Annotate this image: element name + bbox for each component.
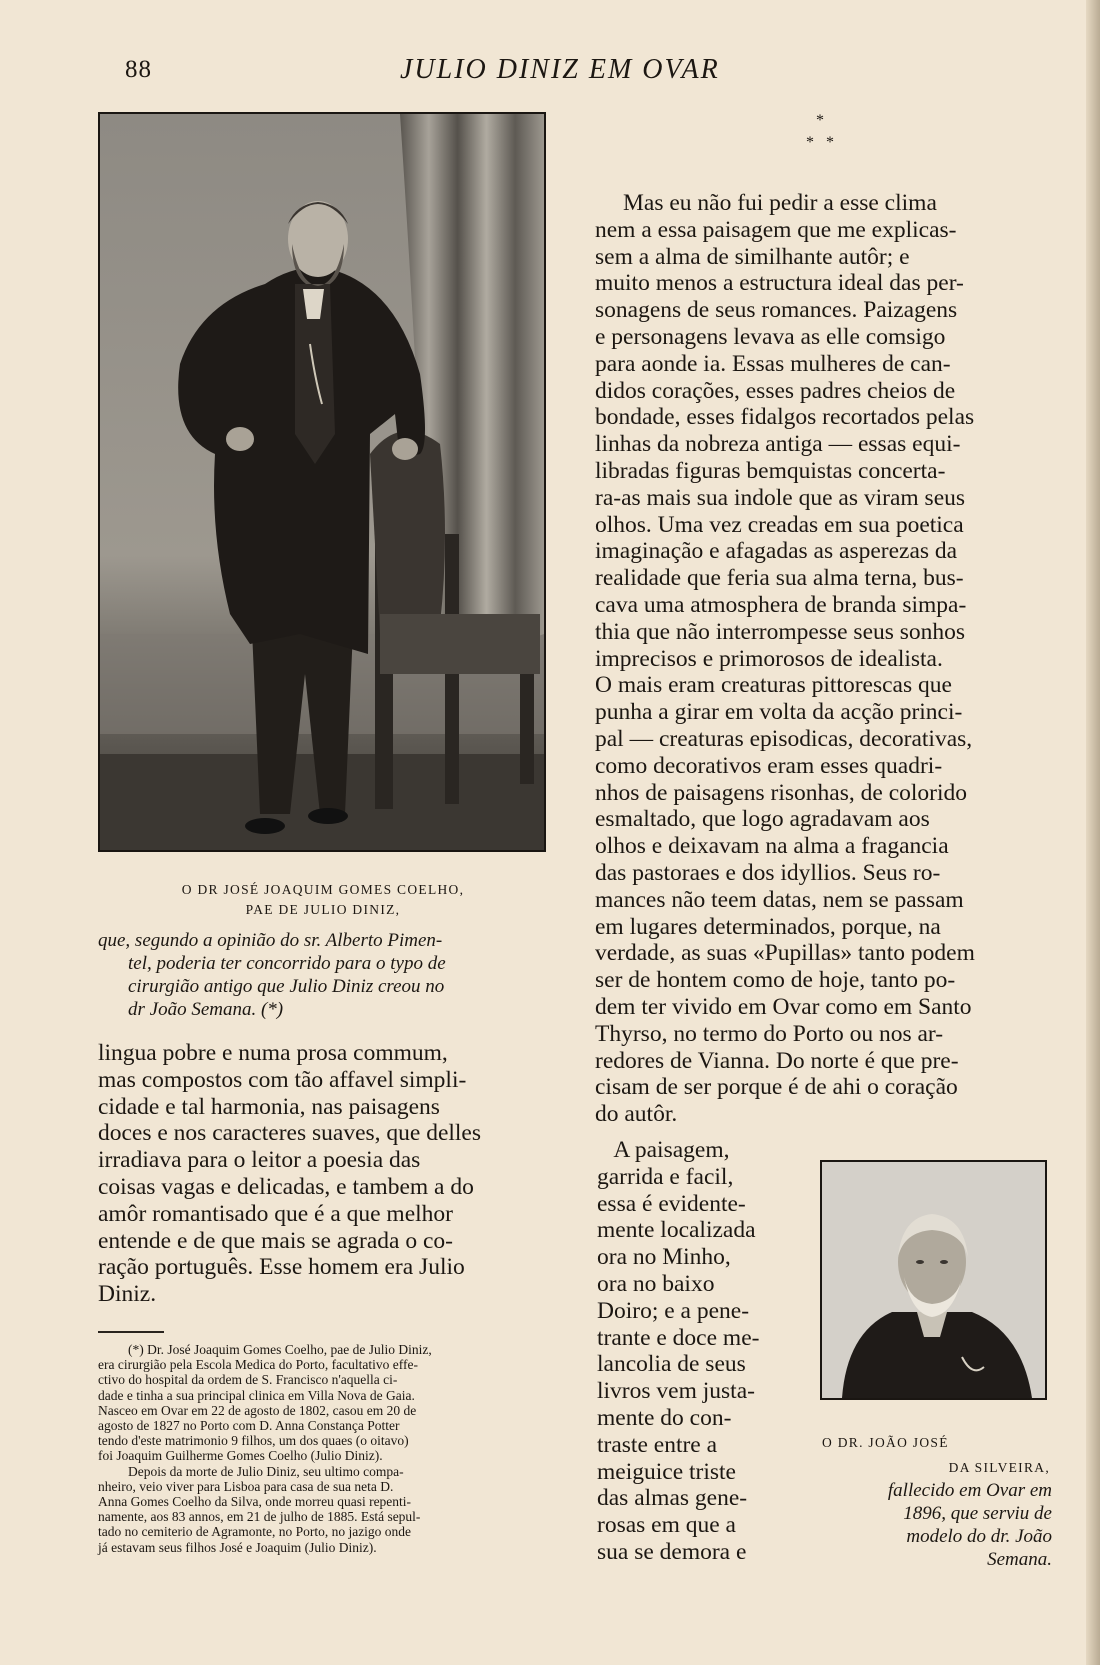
body-line: sua se demora e xyxy=(597,1538,747,1565)
body-line: Diniz. xyxy=(98,1281,157,1308)
footnote-line: dade e tinha a sua principal clinica em Villa Nova de Gaia. xyxy=(98,1387,415,1403)
body-line: lingua pobre e numa prosa commum, xyxy=(98,1040,448,1066)
body-line: mente localizada xyxy=(597,1217,756,1244)
figure2-caption-line2: DA SILVEIRA, xyxy=(948,1460,1050,1475)
footnote-line: (*) Dr. José Joaquim Gomes Coelho, pae de Julio Diniz, xyxy=(128,1342,432,1357)
body-line: ser de hontem como de hoje, tanto po- xyxy=(595,967,956,994)
body-line: meiguice triste xyxy=(597,1458,736,1485)
body-line: traste entre a xyxy=(597,1431,718,1458)
body-line: libradas figuras bemquistas concerta- xyxy=(595,457,946,484)
body-line: mente do con- xyxy=(597,1404,732,1431)
body-line: dem ter vivido em Ovar como em Santo xyxy=(595,993,972,1020)
body-line: Doiro; e a pene- xyxy=(597,1297,750,1324)
figure2-caption-line1: O DR. JOÃO JOSÉ xyxy=(822,1435,949,1450)
figure1-caption-italic-line: dr João Semana. (*) xyxy=(128,999,284,1020)
body-line: para aonde ia. Essas mulheres de can- xyxy=(595,350,951,377)
body-line: sem a alma de similhante autôr; e xyxy=(595,243,910,270)
footnote-line: nheiro, veio viver para Lisboa para casa de sua neta D. xyxy=(98,1478,394,1494)
footnote-line: Depois da morte de Julio Diniz, seu ultimo compa- xyxy=(128,1463,404,1479)
running-title: JULIO DINIZ EM OVAR xyxy=(400,54,720,85)
figure1-caption-line1: O DR JOSÉ JOAQUIM GOMES COELHO, xyxy=(181,882,465,897)
figure2-caption-italic xyxy=(822,1479,1052,1571)
body-line: redores de Vianna. Do norte é que pre- xyxy=(595,1047,959,1074)
figure1-caption xyxy=(98,880,548,920)
body-line: cisam de ser porque é de ahi o coração xyxy=(595,1074,958,1101)
body-line: ora no baixo xyxy=(597,1270,715,1297)
footnote-line: já estavam seus filhos José e Joaquim (Julio Diniz). xyxy=(98,1539,377,1555)
body-line: amôr romantisado que é a que melhor xyxy=(98,1200,453,1227)
body-line: sonagens de seus romances. Paizagens xyxy=(595,297,958,324)
body-line: como decorativos eram esses quadri- xyxy=(595,752,943,779)
body-line: doces e nos caracteres suaves, que delles xyxy=(98,1120,482,1147)
body-line: mas compostos com tão affavel simpli- xyxy=(98,1066,467,1093)
portrait-jose-joaquim-gomes-coelho xyxy=(98,112,546,852)
body-line: olhos. Uma vez creadas em sua poetica xyxy=(595,511,964,538)
footnote-line: tendo d'este matrimonio 9 filhos, um dos quaes (o oitavo) xyxy=(98,1433,409,1449)
section-break-asterisks xyxy=(780,110,860,154)
footnote-line: agosto de 1827 no Porto com D. Anna Constança Potter xyxy=(98,1418,400,1434)
body-line: nem a essa paisagem que me explicas- xyxy=(595,216,957,243)
body-line: O mais eram creaturas pittorescas que xyxy=(595,672,952,699)
body-line: irradiava para o leitor a poesia das xyxy=(98,1147,421,1174)
body-line: cidade e tal harmonia, nas paisagens xyxy=(98,1093,440,1120)
figure2-caption-italic-line: modelo do dr. João xyxy=(906,1526,1052,1547)
body-line: cava uma atmosphera de branda simpa- xyxy=(595,591,967,618)
body-line: pal — creaturas episodicas, decorativas, xyxy=(595,725,973,752)
body-line: bondade, esses fidalgos recortados pelas xyxy=(595,404,975,431)
body-line: A paisagem, xyxy=(597,1137,730,1163)
footnote-line: foi Joaquim Guilherme Gomes Coelho (Julio Diniz). xyxy=(98,1448,383,1464)
body-line: Mas eu não fui pedir a esse clima xyxy=(623,190,937,216)
body-line: em lugares determinados, porque, na xyxy=(595,913,941,940)
body-line: didos corações, esses padres cheios de xyxy=(595,377,956,404)
body-line: ra-as mais sua indole que as viram seus xyxy=(595,484,966,511)
footnote-line: Anna Gomes Coelho da Silva, onde morreu quasi repenti- xyxy=(98,1494,412,1510)
footnote-line: tado no cemiterio de Agramonte, no Porto, no jazigo onde xyxy=(98,1524,412,1540)
body-line: garrida e facil, xyxy=(597,1163,734,1190)
section-break-line: * xyxy=(816,112,824,129)
body-line: rosas em que a xyxy=(597,1512,736,1539)
body-line: entende e de que mais se agrada o co- xyxy=(98,1227,453,1254)
figure1-caption-italic-line: tel, poderia ter concorrido para o typo de xyxy=(128,953,446,974)
body-line: imprecisos e primorosos de idealista. xyxy=(595,645,943,672)
body-line: muito menos a estructura ideal das per- xyxy=(595,270,964,297)
body-line: ração português. Esse homem era Julio xyxy=(98,1254,465,1281)
figure1-caption-italic-line: que, segundo a opinião do sr. Alberto Pimen- xyxy=(98,930,443,951)
footnote-line: namente, aos 83 annos, em 21 de julho de 1885. Está sepul- xyxy=(98,1509,421,1525)
body-line: das almas gene- xyxy=(597,1485,748,1512)
body-line: verdade, as suas «Pupillas» tanto podem xyxy=(595,940,975,967)
body-line: coisas vagas e delicadas, e tambem a do xyxy=(98,1173,474,1200)
body-line: mances não teem datas, nem se passam xyxy=(595,886,964,913)
body-line: lancolia de seus xyxy=(597,1351,746,1378)
body-line: e personagens levava as elle comsigo xyxy=(595,323,946,350)
page-number: 88 xyxy=(125,56,152,83)
figure2-caption xyxy=(822,1430,1050,1480)
body-line: linhas da nobreza antiga — essas equi- xyxy=(595,431,961,458)
right-column-body xyxy=(595,190,1050,1128)
page-edge xyxy=(1086,0,1100,1665)
body-line: Thyrso, no termo do Porto ou nos ar- xyxy=(595,1020,944,1047)
body-line: ora no Minho, xyxy=(597,1244,731,1271)
body-line: nhos de paisagens risonhas, de colorido xyxy=(595,779,968,806)
body-line: essa é evidente- xyxy=(597,1190,746,1217)
portrait-2-illustration xyxy=(822,1162,1045,1398)
portrait-1-illustration xyxy=(100,114,544,850)
body-line: thia que não interrompesse seus sonhos xyxy=(595,618,966,645)
portrait-joao-jose-da-silveira xyxy=(820,1160,1047,1400)
body-line: livros vem justa- xyxy=(597,1378,755,1405)
figure1-caption-italic-line: cirurgião antigo que Julio Diniz creou no xyxy=(128,976,445,997)
section-break-line: * * xyxy=(806,134,834,151)
body-line: trante e doce me- xyxy=(597,1324,760,1351)
footnote-line: ctivo do hospital da ordem de S. Francisco n'aquella ci- xyxy=(98,1372,398,1388)
body-line: das pastoraes e dos idyllios. Seus ro- xyxy=(595,859,941,886)
figure2-caption-italic-line: Semana. xyxy=(987,1549,1052,1570)
footnote-rule xyxy=(98,1331,164,1333)
figure2-caption-italic-line: fallecido em Ovar em xyxy=(887,1480,1052,1501)
figure1-caption-line2: PAE DE JULIO DINIZ, xyxy=(245,902,401,917)
body-line: olhos e deixavam na alma a fragancia xyxy=(595,833,949,860)
left-column-body xyxy=(98,1040,553,1308)
body-line: esmaltado, que logo agradavam aos xyxy=(595,806,930,833)
body-line: realidade que feria sua alma terna, bus- xyxy=(595,565,964,592)
figure1-caption-italic xyxy=(98,929,553,1021)
body-line: imaginação e afagadas as asperezas da xyxy=(595,538,958,565)
footnote-line: era cirurgião pela Escola Medica do Porto, facultativo effe- xyxy=(98,1357,418,1373)
body-line: punha a girar em volta da acção princi- xyxy=(595,699,963,726)
body-line: do autôr. xyxy=(595,1101,678,1128)
footnote xyxy=(98,1342,556,1555)
footnote-line: Nasceo em Ovar em 22 de agosto de 1802, casou em 20 de xyxy=(98,1402,417,1418)
right-narrow-body xyxy=(597,1137,797,1566)
figure2-caption-italic-line: 1896, que serviu de xyxy=(903,1503,1052,1524)
